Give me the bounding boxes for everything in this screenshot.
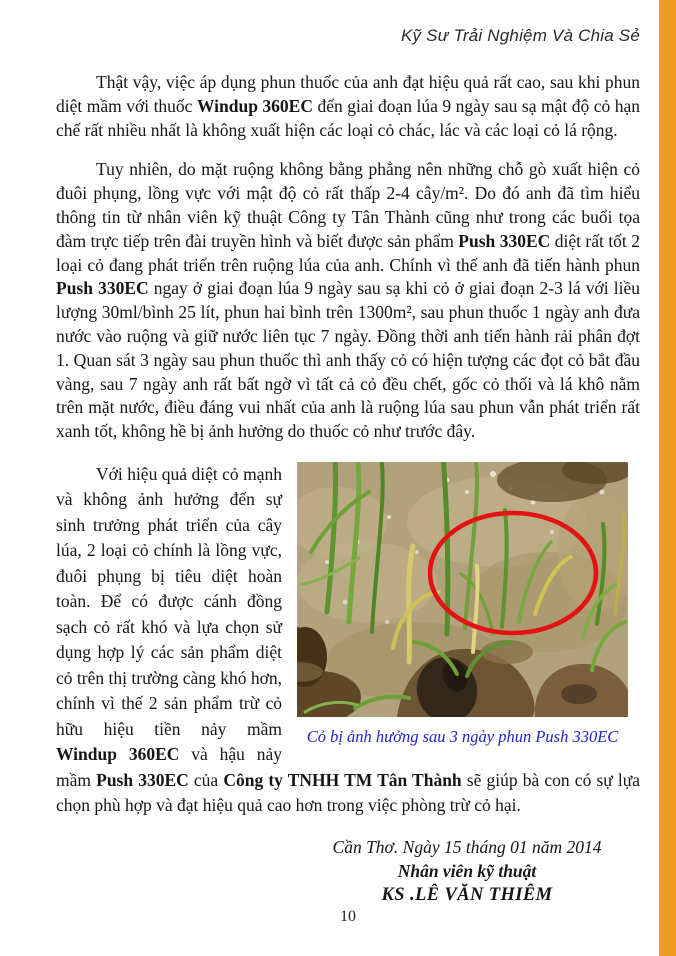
signature-block — [297, 835, 637, 907]
paragraph-3-section — [56, 462, 640, 819]
signature-name: KS .LÊ VĂN THIÊM — [381, 884, 553, 905]
photo-caption: Cỏ bị ảnh hưởng sau 3 ngày phun Push 330EC — [306, 726, 619, 746]
rice-paddy-illustration — [297, 462, 628, 717]
page-number: 10 — [340, 908, 356, 925]
page-content — [56, 0, 640, 907]
paragraph-2: Tuy nhiên, do mặt ruộng không bằng phẳng nên những chỗ gò xuất hiện cỏ đuôi phụng, lồng vực với mật độ cỏ rất thấp 2-4 cây/m². Do đó anh đã tìm hiểu thông tin từ nhân viên kỹ thuật Công ty Tân Thành cũng như trong các buổi tọa đàm trực tiếp trên đài truyền hình và biết được sản phẩm Push 330EC diệt rất tốt 2 loại cỏ đang phát triển trên ruộng lúa của anh. Chính vì thế anh đã tiến hành phun Push 330EC ngay ở giai đoạn lúa 9 ngày sau sạ khi cỏ ở giai đoạn 2-3 lá với liều lượng 30ml/bình 25 lít, phun hai bình trên 1300m², sau phun thuốc 1 ngày anh đưa nước vào ruộng và giữ nước liên tục 7 ngày. Đồng thời anh tiến hành rải phân đợt 1. Quan sát 3 ngày sau phun thuốc thì anh thấy cỏ có hiện tượng các đọt cỏ bắt đầu vàng, sau 7 ngày anh rất bất ngờ vì tất cả cỏ đều chết, gốc cỏ thối và lá khô nằm trên mặt nước, điều đáng vui nhất của anh là ruộng lúa sau phun vẫn phát triển rất xanh tốt, không hề bị ảnh hưởng do thuốc cỏ như trước đây. — [56, 159, 640, 442]
signature-role: Nhân viên kỹ thuật — [397, 860, 537, 881]
signature-date: Cần Thơ. Ngày 15 tháng 01 năm 2014 — [332, 836, 602, 857]
field-photo-figure — [297, 462, 628, 750]
rice-paddy-photo — [297, 462, 628, 717]
paragraph-3: Với hiệu quả diệt cỏ mạnh và không ảnh hưởng đến sự sinh trưởng phát triển của cây lúa, 2 loại cỏ chính là lồng vực, đuôi phụng bị tiêu diệt hoàn toàn. Để có được cánh đồng sạch cỏ rất khó và lựa chọn sử dụng hợp lý các sản phẩm diệt cỏ trên thị trường càng khó hơn, chính vì thế 2 sản phẩm trừ cỏ hữu hiệu tiền nảy mầm Windup 360EC và hậu nảy mầm Push 330EC của Công ty TNHH TM Tân Thành sẽ giúp bà con có sự lựa chọn phù hợp và đạt hiệu quả cao hơn trong việc phòng trừ cỏ hại. — [56, 463, 640, 816]
page-header-title: Kỹ Sư Trải Nghiệm Và Chia Sẻ — [400, 26, 640, 45]
paragraph-1: Thật vậy, việc áp dụng phun thuốc của anh đạt hiệu quả rất cao, sau khi phun diệt mầm với thuốc Windup 360EC đến giai đoạn lúa 9 ngày sau sạ mật độ cỏ hạn chế rất nhiều nhất là không xuất hiện các loại cỏ chác, lác và các loại cỏ lá rộng. — [56, 72, 640, 140]
orange-accent-bar — [659, 0, 676, 956]
